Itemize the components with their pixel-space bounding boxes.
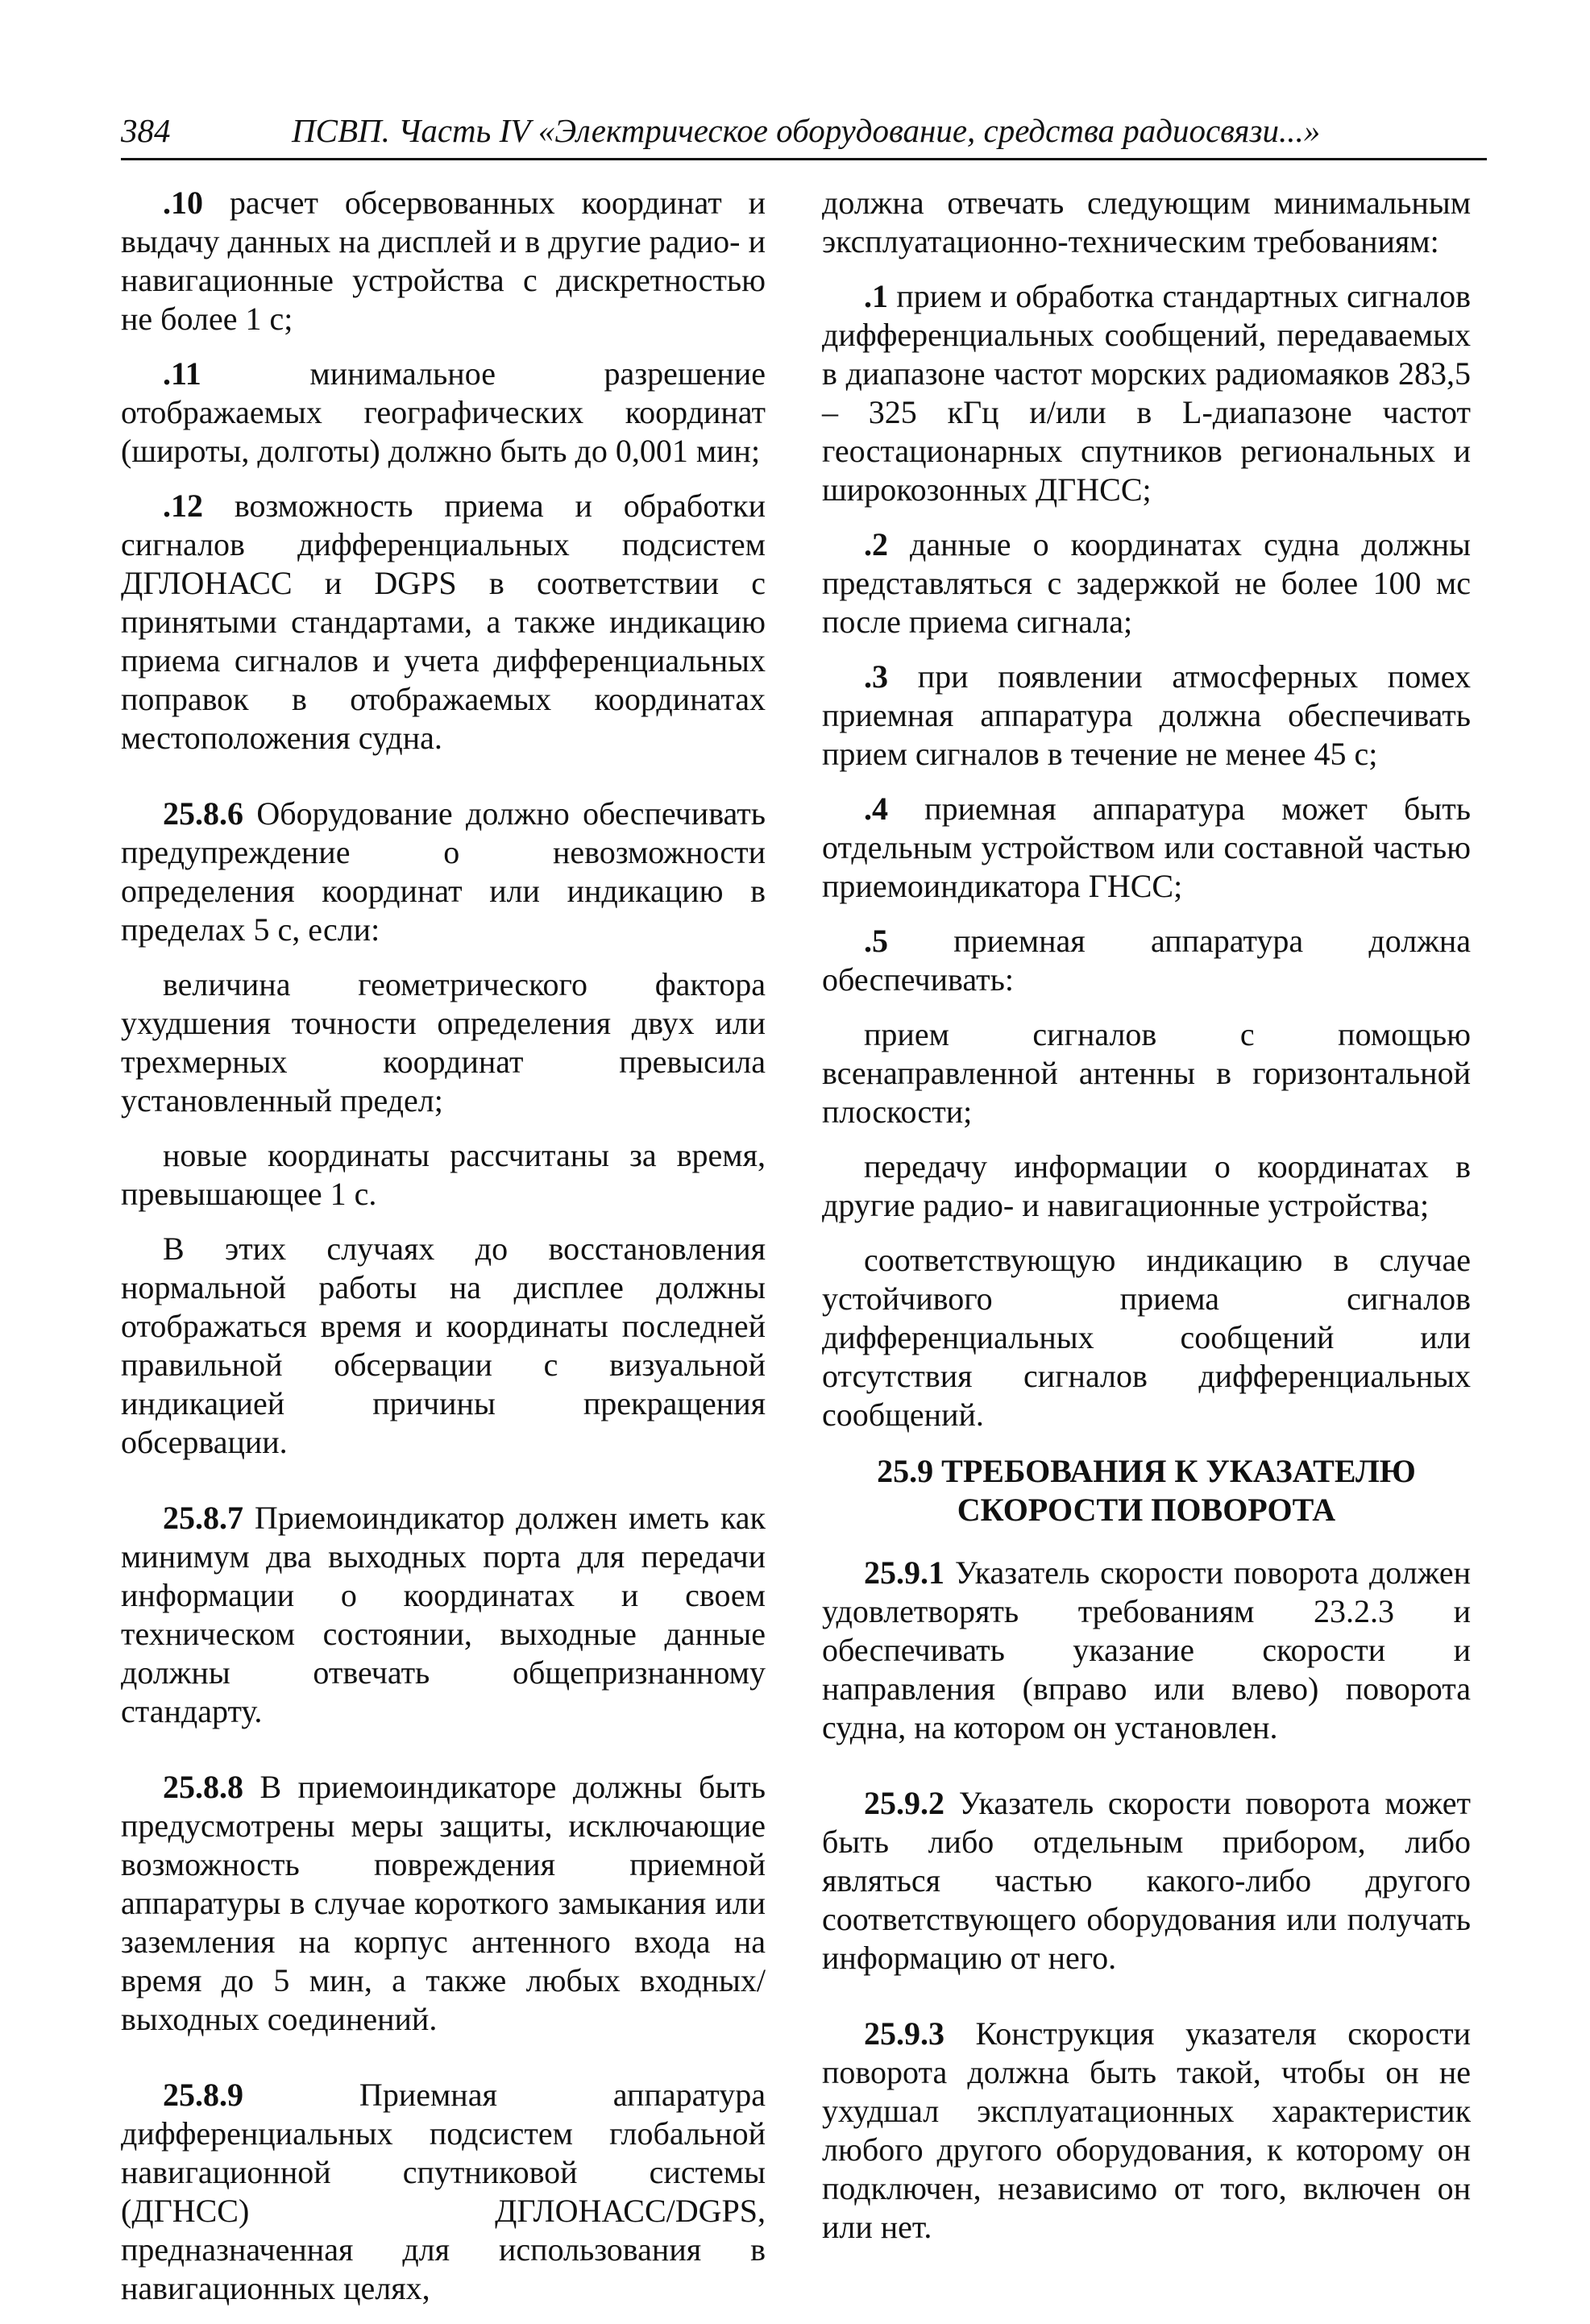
right-column	[822, 184, 1471, 2263]
page-number: 384	[121, 112, 171, 149]
section-25-8-8: 25.8.8 В приемоиндикаторе должны быть предусмотрены меры защиты, исключающие возможность повреждения приемной аппаратуры в случае короткого замыкания или заземления на корпус антенного входа на время до 5 мин, а также любых входных/выходных соединений.	[121, 1769, 766, 2037]
condition-2: новые координаты рассчитаны за время, превышающее 1 с.	[121, 1137, 766, 1212]
requirement-5c: соответствующую индикацию в случае устойчивого приема сигналов дифференциальных сообщений или отсутствия сигналов дифференциальных сообщений.	[822, 1242, 1471, 1433]
section-heading-25-9: 25.9 ТРЕБОВАНИЯ К УКАЗАТЕЛЮ СКОРОСТИ ПОВОРОТА	[877, 1453, 1416, 1528]
section-25-9-1: 25.9.1 Указатель скорости поворота должен удовлетворять требованиям 23.2.3 и обеспечивать указание скорости и направления (вправо или влево) поворота судна, на котором он установлен.	[822, 1554, 1471, 1745]
section-25-8-7: 25.8.7 Приемоиндикатор должен иметь как минимум два выходных порта для передачи информации о координатах и своем техническом состоянии, выходные данные должны отвечать общепризнанному стандарту.	[121, 1500, 766, 1729]
requirement-5: .5 приемная аппаратура должна обеспечивать:	[822, 923, 1471, 998]
requirement-4: .4 приемная аппаратура может быть отдельным устройством или составной частью приемоиндикатора ГНСС;	[822, 791, 1471, 904]
header-rule	[121, 158, 1487, 160]
page-header	[121, 111, 1487, 164]
left-column	[121, 184, 766, 2324]
section-25-8-9: 25.8.9 Приемная аппаратура дифференциальных подсистем глобальной навигационной спутниковой системы (ДГНСС) ДГЛОНАСС/DGPS, предназначенная для использования в навигационных целях,	[121, 2077, 766, 2306]
requirement-5b: передачу информации о координатах в другие радио- и навигационные устройства;	[822, 1148, 1471, 1223]
section-25-8-6: 25.8.6 Оборудование должно обеспечивать предупреждение о невозможности определения координат или индикацию в пределах 5 с, если:	[121, 795, 766, 948]
requirement-2: .2 данные о координатах судна должны представляться с задержкой не более 100 мс после приема сигнала;	[822, 526, 1471, 640]
requirement-5a: прием сигналов с помощью всенаправленной антенны в горизонтальной плоскости;	[822, 1016, 1471, 1130]
running-title: ПСВП. Часть IV «Электрическое оборудование, средства радиосвязи...»	[292, 112, 1321, 149]
item-11: .11 минимальное разрешение отображаемых географических координат (широты, долготы) должно быть до 0,001 мин;	[121, 355, 766, 469]
item-10: .10 расчет обсервованных координат и выдачу данных на дисплей и в другие радио- и навигационные устройства с дискретностью не более 1 с;	[121, 185, 766, 337]
continuation-text: должна отвечать следующим минимальным эксплуатационно-техническим требованиям:	[822, 185, 1471, 259]
requirement-3: .3 при появлении атмосферных помех приемная аппаратура должна обеспечивать прием сигналов в течение не менее 45 с;	[822, 658, 1471, 772]
condition-3: В этих случаях до восстановления нормальной работы на дисплее должны отображаться время и координаты последней правильной обсервации с визуальной индикацией причины прекращения обсервации.	[121, 1230, 766, 1460]
section-25-9-2: 25.9.2 Указатель скорости поворота может быть либо отдельным прибором, либо являться частью какого-либо другого соответствующего оборудования или получать информацию от него.	[822, 1785, 1471, 1976]
requirement-1: .1 прием и обработка стандартных сигналов дифференциальных сообщений, передаваемых в диапазоне частот морских радиомаяков 283,5 – 325 кГц и/или в L-диапазоне частот геостационарных спутников региональных и широкозонных ДГНСС;	[822, 278, 1471, 508]
item-12: .12 возможность приема и обработки сигналов дифференциальных подсистем ДГЛОНАСС и DGPS в соответствии с принятыми стандартами, а также индикацию приема сигналов и учета дифференциальных поправок в отображаемых координатах местоположения судна.	[121, 488, 766, 756]
condition-1: величина геометрического фактора ухудшения точности определения двух или трехмерных координат превысила установленный предел;	[121, 966, 766, 1118]
section-25-9-3: 25.9.3 Конструкция указателя скорости поворота должна быть такой, чтобы он не ухудшал эксплуатационных характеристик любого другого оборудования, к которому он подключен, независимо от того, включен он или нет.	[822, 2015, 1471, 2245]
